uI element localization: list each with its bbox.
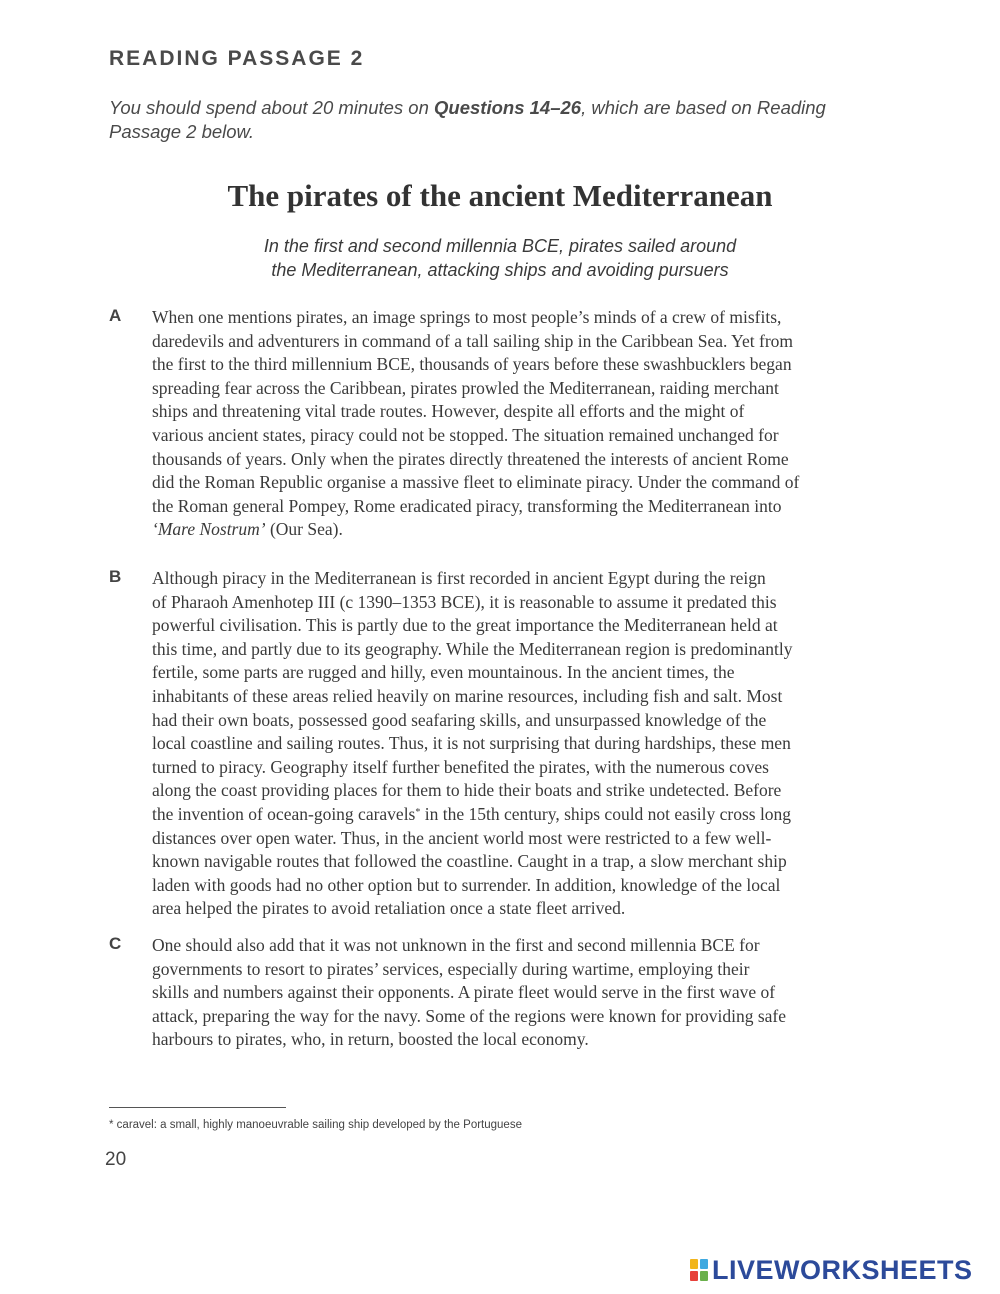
logo-square-1 bbox=[690, 1259, 698, 1269]
paragraph-line: the first to the third millennium BCE, thousands of years before these swashbucklers began bbox=[152, 354, 792, 375]
paragraph-line: had their own boats, possessed good seafaring skills, and unsurpassed knowledge of the bbox=[152, 709, 767, 730]
mare-nostrum-rest: (Our Sea). bbox=[265, 519, 343, 540]
paragraph-line: local coastline and sailing routes. Thus, it is not surprising that during hardships, these men bbox=[152, 733, 791, 754]
paragraph-b bbox=[152, 567, 897, 921]
paragraph-line: ships and threatening vital trade routes. However, despite all efforts and the might of bbox=[152, 401, 745, 422]
liveworksheets-logo-text: LIVEWORKSHEETS bbox=[712, 1254, 973, 1285]
instruction-line-2: Passage 2 below. bbox=[109, 121, 255, 142]
paragraph-line: thousands of years. Only when the pirates directly threatened the interests of ancient Rome bbox=[152, 448, 789, 469]
paragraph-line: various ancient states, piracy could not be stopped. The situation remained unchanged for bbox=[152, 424, 779, 445]
paragraph-line: Although piracy in the Mediterranean is first recorded in ancient Egypt during the reign bbox=[152, 568, 766, 588]
liveworksheets-logo-icon bbox=[690, 1259, 708, 1281]
subtitle-line-1: In the first and second millennia BCE, pirates sailed around bbox=[263, 236, 737, 256]
paragraph-c bbox=[152, 934, 897, 1052]
paragraph-line: fertile, some parts are rugged and hilly, even mountainous. In the ancient times, the bbox=[152, 662, 735, 683]
caravel-after: in the 15th century, ships could not easily cross long bbox=[420, 803, 792, 824]
footnote-divider bbox=[109, 1107, 286, 1108]
paragraph-line: When one mentions pirates, an image springs to most people’s minds of a crew of misfits, bbox=[152, 307, 782, 327]
paragraph-line: daredevils and adventurers in command of a tall sailing ship in the Caribbean Sea. Yet from bbox=[152, 330, 794, 351]
paragraph-line: the Roman general Pompey, Rome eradicated piracy, transforming the Mediterranean into bbox=[152, 495, 782, 516]
paragraph-line: attack, preparing the way for the navy. Some of the regions were known for providing safe bbox=[152, 1005, 787, 1026]
liveworksheets-logo[interactable] bbox=[690, 1255, 973, 1285]
paragraph-line: area helped the pirates to avoid retaliation once a state fleet arrived. bbox=[152, 898, 626, 919]
paragraph-line: One should also add that it was not unknown in the first and second millennia BCE for bbox=[152, 935, 760, 955]
paragraph-letter-a: A bbox=[109, 306, 122, 325]
paragraph-line: distances over open water. Thus, in the ancient world most were restricted to a few well- bbox=[152, 827, 772, 848]
paragraph-line: governments to resort to pirates’ services, especially during wartime, employing their bbox=[152, 958, 750, 979]
paragraph-line: harbours to pirates, who, in return, boosted the local economy. bbox=[152, 1029, 589, 1050]
logo-square-3 bbox=[690, 1271, 698, 1281]
paragraph-line: of Pharaoh Amenhotep III (c 1390–1353 BCE), it is reasonable to assume it predated this bbox=[152, 591, 777, 612]
section-heading: READING PASSAGE 2 bbox=[109, 47, 365, 70]
paragraph-line: spreading fear across the Caribbean, pirates prowled the Mediterranean, raiding merchant bbox=[152, 377, 779, 398]
mare-nostrum-term: ‘Mare Nostrum’ bbox=[152, 519, 266, 540]
instruction-questions: Questions 14–26 bbox=[434, 97, 582, 118]
paragraph-line: inhabitants of these areas relied heavily on marine resources, including fish and salt. Most bbox=[152, 685, 783, 706]
paragraph-line: laden with goods had no other option but to surrender. In addition, knowledge of the local bbox=[152, 874, 781, 895]
footnote: * caravel: a small, highly manoeuvrable sailing ship developed by the Portuguese bbox=[109, 1119, 522, 1131]
instructions bbox=[109, 96, 909, 144]
paragraph-line-caravel bbox=[152, 803, 897, 827]
footnote-marker: * bbox=[415, 806, 421, 818]
logo-square-2 bbox=[700, 1259, 708, 1269]
instruction-suffix: , which are based on Reading bbox=[581, 97, 826, 118]
paragraph-letter-c: C bbox=[109, 934, 122, 953]
article-subtitle bbox=[0, 234, 1000, 282]
paragraph-line: turned to piracy. Geography itself further benefited the pirates, with the numerous coves bbox=[152, 756, 769, 777]
instruction-prefix: You should spend about 20 minutes on bbox=[109, 97, 435, 118]
caravel-before: the invention of ocean-going caravels bbox=[152, 803, 416, 824]
page-number: 20 bbox=[105, 1149, 127, 1170]
subtitle-line-2: the Mediterranean, attacking ships and avoiding pursuers bbox=[271, 260, 729, 280]
paragraph-a bbox=[152, 306, 897, 542]
article-title: The pirates of the ancient Mediterranean bbox=[227, 178, 773, 213]
paragraph-line: did the Roman Republic organise a massive fleet to eliminate piracy. Under the command of bbox=[152, 472, 800, 493]
paragraph-line: known navigable routes that followed the coastline. Caught in a trap, a slow merchant ship bbox=[152, 851, 787, 872]
paragraph-line: this time, and partly due to its geography. While the Mediterranean region is predominantly bbox=[152, 638, 793, 659]
paragraph-line-last bbox=[152, 518, 897, 542]
logo-square-4 bbox=[700, 1271, 708, 1281]
paragraph-line: along the coast providing places for them to hide their boats and strike undetected. Before bbox=[152, 780, 782, 801]
paragraph-line: skills and numbers against their opponents. A pirate fleet would serve in the first wave of bbox=[152, 982, 776, 1003]
paragraph-line: powerful civilisation. This is partly due to the great importance the Mediterranean held at bbox=[152, 615, 778, 636]
paragraph-letter-b: B bbox=[109, 567, 122, 586]
